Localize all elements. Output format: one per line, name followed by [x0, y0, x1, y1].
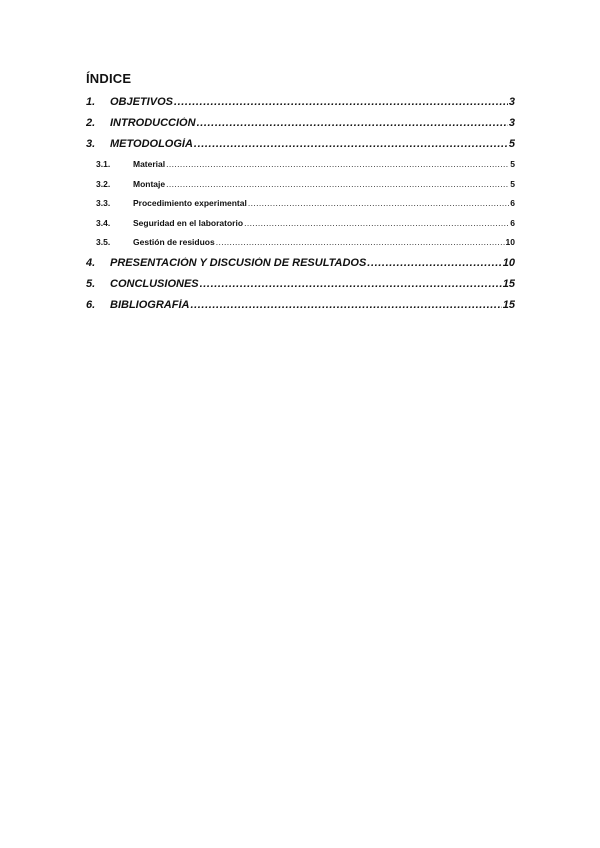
toc-leader-dots [194, 138, 508, 150]
toc-entry-seguridad-laboratorio[interactable] [86, 218, 515, 238]
toc-leader-dots [244, 218, 509, 228]
toc-entry-label: Montaje [133, 178, 166, 189]
toc-entry-number: 3.4. [96, 217, 111, 228]
toc-entry-page: 10 [502, 256, 515, 269]
toc-entry-bibliografia[interactable] [86, 299, 515, 320]
toc-leader-dots [166, 179, 509, 189]
toc-entry-number: 3.3. [96, 198, 111, 208]
toc-entry-number: 2. [86, 117, 96, 129]
toc-entry-objetivos[interactable] [86, 96, 515, 117]
toc-entry-number: 3. [86, 138, 96, 150]
toc-entry-number: 5. [86, 277, 96, 290]
toc-entry-number: 6. [86, 298, 96, 311]
toc-entry-page: 6 [510, 198, 515, 208]
toc-entry-label: BIBLIOGRAFÍA [110, 298, 190, 311]
toc-entry-label: Seguridad en el laboratorio [133, 217, 244, 228]
toc-leader-dots [166, 159, 509, 169]
toc-entry-metodologia[interactable] [86, 138, 515, 159]
toc-entry-label: Gestión de residuos [133, 237, 215, 247]
toc-entry-number: 3.2. [96, 178, 111, 189]
toc-entry-page: 15 [502, 277, 515, 290]
toc-entry-number: 1. [86, 96, 96, 108]
toc-entry-page: 6 [510, 217, 515, 228]
toc-entry-material[interactable] [86, 159, 515, 179]
toc-entry-label: Procedimiento experimental [133, 198, 247, 208]
toc-leader-dots [200, 278, 502, 290]
toc-leader-dots [216, 237, 505, 247]
toc-entry-page: 5 [510, 159, 515, 169]
toc-entry-procedimiento-experimental[interactable] [86, 198, 515, 218]
toc-entry-presentacion-resultados[interactable] [86, 257, 515, 278]
toc-entry-label: METODOLOGÍA [110, 138, 193, 150]
toc-title: ÍNDICE [86, 71, 132, 86]
toc-entry-number: 4. [86, 256, 96, 269]
toc-entry-page: 15 [502, 298, 515, 311]
toc-entry-label: CONCLUSIONES [110, 277, 199, 290]
toc-entry-label: OBJETIVOS [110, 96, 173, 108]
toc-leader-dots [367, 257, 501, 269]
toc-entry-page: 3 [508, 117, 515, 129]
toc-leader-dots [174, 96, 508, 108]
toc-entry-gestion-residuos[interactable] [86, 237, 515, 257]
toc-leader-dots [248, 198, 509, 208]
toc-entry-number: 3.5. [96, 237, 111, 247]
toc-entry-introduccion[interactable] [86, 117, 515, 138]
toc-leader-dots [197, 117, 508, 129]
table-of-contents [86, 96, 515, 320]
toc-entry-page: 10 [505, 237, 515, 247]
toc-entry-label: PRESENTACIÓN Y DISCUSIÓN DE RESULTADOS [110, 256, 367, 269]
toc-entry-page: 5 [510, 178, 515, 189]
toc-entry-page: 3 [508, 96, 515, 108]
toc-entry-label: Material [133, 159, 166, 169]
toc-entry-montaje[interactable] [86, 179, 515, 199]
toc-entry-conclusiones[interactable] [86, 278, 515, 299]
toc-entry-page: 5 [508, 138, 515, 150]
toc-entry-number: 3.1. [96, 159, 111, 169]
toc-leader-dots [190, 299, 501, 311]
toc-entry-label: INTRODUCCIÓN [110, 117, 196, 129]
